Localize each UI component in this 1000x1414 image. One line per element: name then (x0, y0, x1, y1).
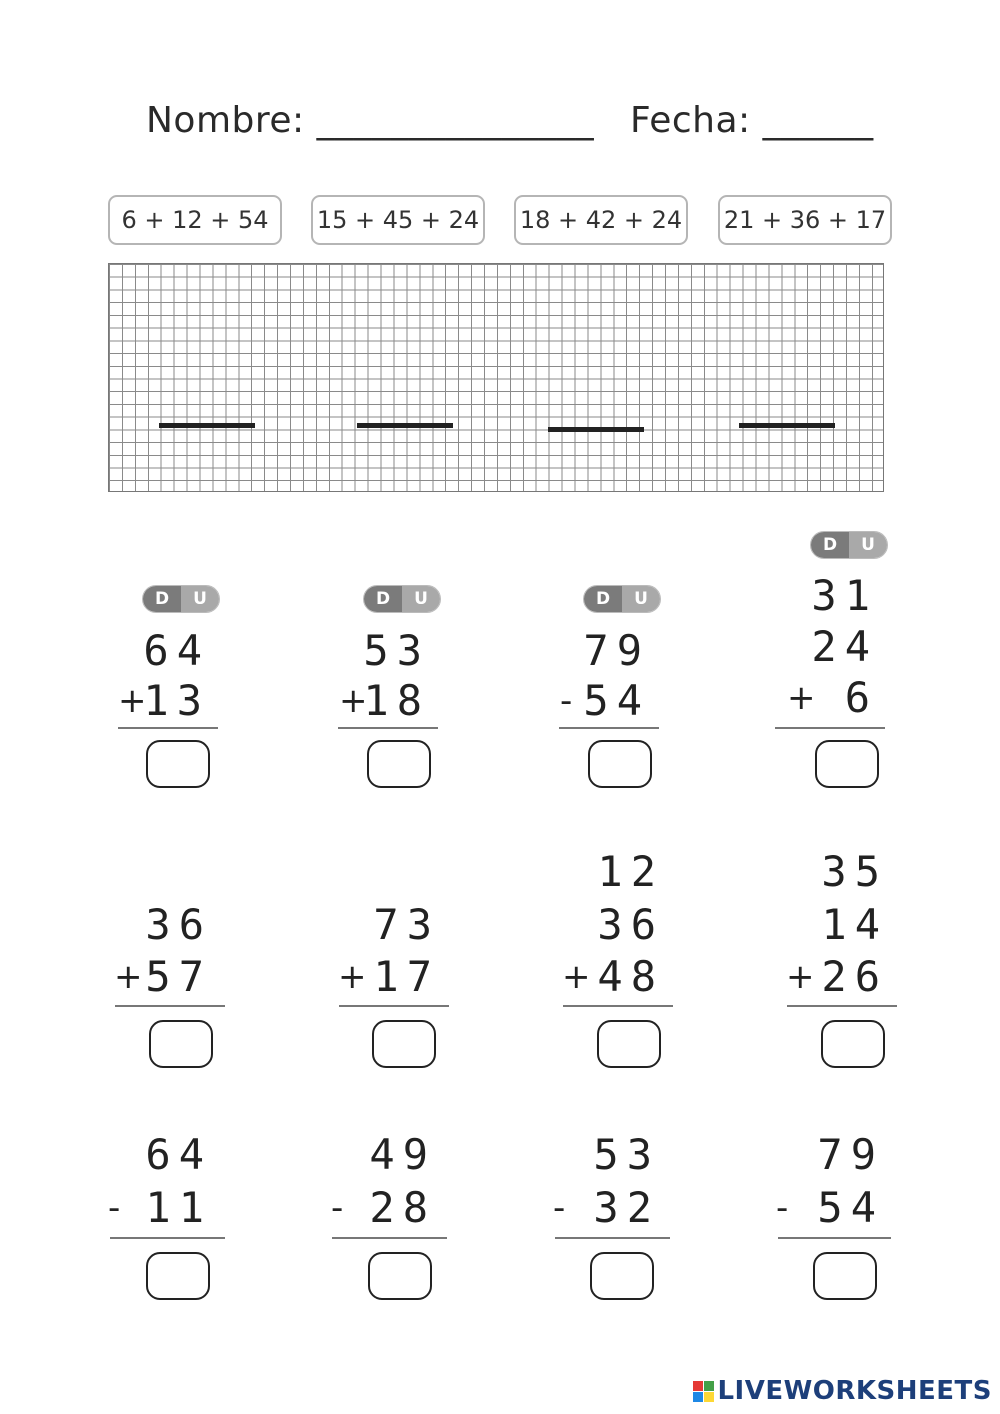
addend-top: 36 (145, 900, 212, 949)
operator: + (786, 957, 815, 997)
operator: + (339, 681, 368, 721)
minuend: 64 (145, 1130, 212, 1179)
minuend: 79 (817, 1130, 884, 1179)
operator: - (331, 1188, 344, 1228)
subtrahend: 54 (817, 1183, 884, 1232)
du-u: U (402, 586, 440, 612)
difference-rule (110, 1237, 225, 1239)
grid-result-line-4 (739, 423, 835, 428)
difference-rule (555, 1237, 670, 1239)
operator: + (118, 681, 147, 721)
du-badge (142, 585, 220, 613)
du-badge (810, 531, 888, 559)
sum-rule (559, 727, 659, 729)
date-field-label: Fecha: ______ (630, 100, 874, 141)
logo-mark-icon (693, 1381, 714, 1402)
answer-box[interactable] (597, 1020, 661, 1068)
addend-bottom: 26 (821, 952, 888, 1001)
du-d: D (584, 586, 622, 612)
logo-square (693, 1392, 703, 1402)
grid-result-line-2 (357, 423, 453, 428)
minuend: 53 (593, 1130, 660, 1179)
operator: + (338, 957, 367, 997)
grid-result-line-1 (159, 423, 255, 428)
operator: + (787, 678, 816, 718)
sum-rule (339, 1005, 449, 1007)
addend-top: 64 (143, 626, 210, 675)
answer-box[interactable] (367, 740, 431, 788)
addend-bottom: 6 (811, 673, 878, 722)
addend-middle: 36 (597, 900, 664, 949)
answer-box[interactable] (368, 1252, 432, 1300)
addend-bottom: 18 (363, 676, 430, 725)
addend-middle: 24 (811, 622, 878, 671)
sum-box-3: 18 + 42 + 24 (514, 195, 688, 245)
addend-bottom: 13 (143, 676, 210, 725)
addend-bottom: 48 (597, 952, 664, 1001)
subtrahend: 32 (593, 1183, 660, 1232)
addend-bottom: 54 (583, 676, 650, 725)
sum-rule (775, 727, 885, 729)
logo-text: LIVEWORKSHEETS (717, 1376, 992, 1406)
subtrahend: 28 (369, 1183, 436, 1232)
difference-rule (778, 1237, 891, 1239)
operator: - (553, 1188, 566, 1228)
operator: - (776, 1188, 789, 1228)
answer-box[interactable] (590, 1252, 654, 1300)
du-u: U (622, 586, 660, 612)
addend-bottom: 57 (145, 952, 212, 1001)
logo-square (704, 1392, 714, 1402)
subtrahend: 11 (145, 1183, 212, 1232)
sum-rule (115, 1005, 225, 1007)
sum-rule (118, 727, 218, 729)
addend-top: 73 (373, 900, 440, 949)
du-d: D (364, 586, 402, 612)
answer-box[interactable] (815, 740, 879, 788)
du-badge (363, 585, 441, 613)
liveworksheets-logo (693, 1376, 992, 1406)
minuend: 49 (369, 1130, 436, 1179)
addend-top: 79 (583, 626, 650, 675)
operator: + (562, 957, 591, 997)
grid-result-line-3 (548, 427, 644, 432)
du-u: U (181, 586, 219, 612)
answer-box[interactable] (372, 1020, 436, 1068)
answer-box[interactable] (149, 1020, 213, 1068)
du-d: D (143, 586, 181, 612)
du-badge (583, 585, 661, 613)
sum-box-1: 6 + 12 + 54 (108, 195, 282, 245)
sum-rule (338, 727, 438, 729)
sum-rule (563, 1005, 673, 1007)
operator: + (114, 957, 143, 997)
answer-box[interactable] (588, 740, 652, 788)
logo-square (704, 1381, 714, 1391)
answer-box[interactable] (813, 1252, 877, 1300)
du-u: U (849, 532, 887, 558)
sum-rule (787, 1005, 897, 1007)
du-d: D (811, 532, 849, 558)
addend-middle: 14 (821, 900, 888, 949)
operator: - (560, 681, 573, 721)
sum-box-4: 21 + 36 + 17 (718, 195, 892, 245)
name-field-label: Nombre: _______________ (146, 100, 595, 141)
addend-top: 12 (597, 847, 664, 896)
addend-bottom: 17 (373, 952, 440, 1001)
logo-square (693, 1381, 703, 1391)
answer-box[interactable] (146, 740, 210, 788)
grid-paper[interactable] (108, 263, 884, 492)
addend-top: 53 (363, 626, 430, 675)
answer-box[interactable] (146, 1252, 210, 1300)
addend-top: 35 (821, 847, 888, 896)
difference-rule (332, 1237, 447, 1239)
addend-top: 31 (811, 571, 878, 620)
sum-box-2: 15 + 45 + 24 (311, 195, 485, 245)
answer-box[interactable] (821, 1020, 885, 1068)
operator: - (108, 1188, 121, 1228)
